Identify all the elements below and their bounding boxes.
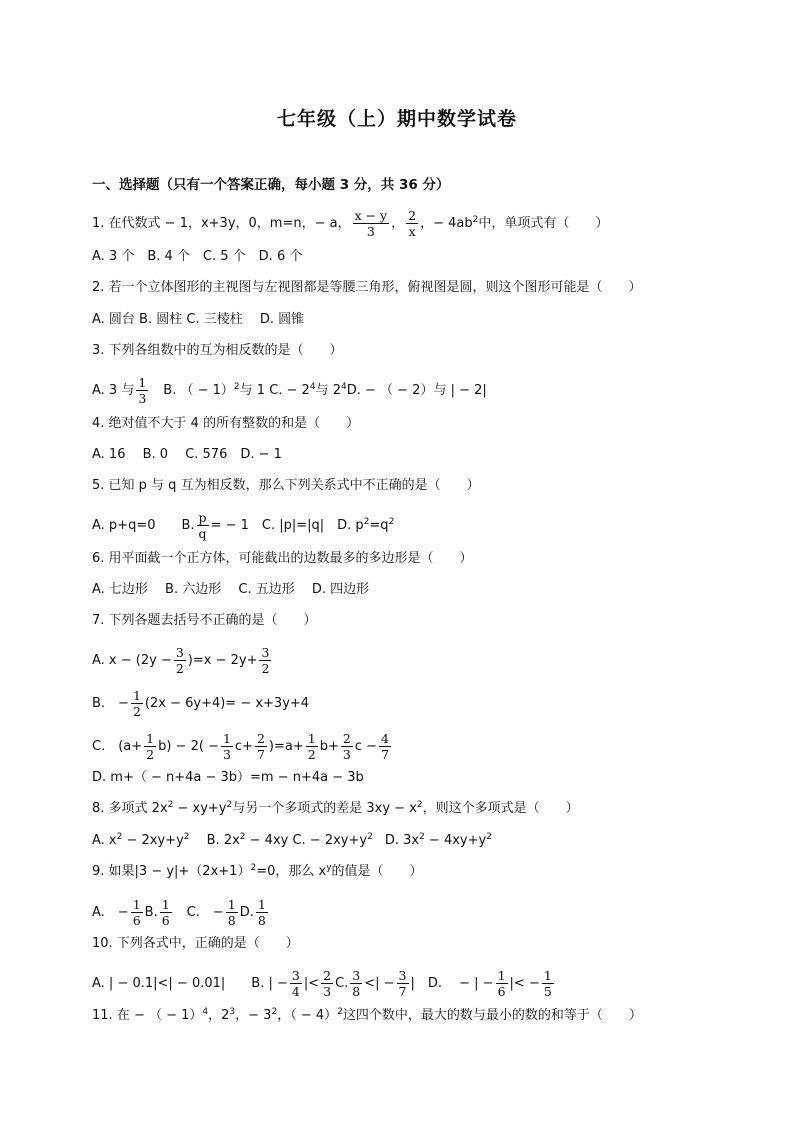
section-heading: 一、选择题（只有一个答案正确，每小题 3 分，共 36 分） xyxy=(92,177,450,193)
question-4-options: A. 16 B. 0 C. 576 D. − 1 xyxy=(92,447,282,462)
question-7-stem: 7. 下列各题去括号不正确的是（ ） xyxy=(92,613,317,628)
question-10-options: A. | − 0.1|<| − 0.01| B. | − $\frac{3}{4}$ |< $\frac{2}{3}$ C. $\frac{3}{8}$ <| − $\frac{3}{7}$ | D. − | − $\frac{1}{6}$ |< − $\frac{1}{5}$ xyxy=(92,968,552,999)
question-8-options: A. $x^2 - 2xy+y^2$ B. $2x^2 - 4xy$ C. − $2xy+y^2$ D. $3x^2 - 4xy+y^2$ xyxy=(92,832,492,848)
fraction: $\frac{3}{2}$ xyxy=(175,645,184,676)
fraction: $\frac{1}{6}$ xyxy=(132,897,141,928)
fraction: $\frac{1}{5}$ xyxy=(543,968,552,999)
fraction: $\frac{2}{7}$ xyxy=(256,731,265,762)
fraction: $\frac{1}{2}$ xyxy=(146,731,155,762)
fraction: $\frac{1}{8}$ xyxy=(227,897,236,928)
question-3-options: A. 3 与 $\frac{1}{3}$ B. （ − 1）$^2$与 1 C. − $2^4$与 $2^4D$. − （ − 2）与 | − 2| xyxy=(92,375,487,406)
page-title: 七年级（上）期中数学试卷 xyxy=(276,108,517,130)
fraction: $\frac{2}{x}$ xyxy=(408,208,417,239)
question-7-option-c: C. (a+ $\frac{1}{2}$ b) − 2( − $\frac{1}{3}$ c+ $\frac{2}{7}$ )=a+ $\frac{1}{2}$ b+ $\frac{2}{3}$ c − $\frac{4}{7}$ xyxy=(92,731,389,762)
question-5-options: A. p+q=0 B. $\frac{p}{q}$ = − 1 C. |p|=|q| D. $p^2=q^2$ xyxy=(92,510,395,541)
fraction: $\frac{1}{2}$ xyxy=(307,731,316,762)
fraction: $\frac{3}{7}$ xyxy=(398,968,407,999)
question-11-stem: 11. 在 − （ − 1）$^4$，$2^3$，− $3^2$，（ − 4）$^2$这四个数中，最大的数与最小的数的和等于（ ） xyxy=(92,1007,642,1023)
question-4-stem: 4. 绝对值不大于 4 的所有整数的和是（ ） xyxy=(92,416,360,431)
fraction: $\frac{x - y}{3}$ xyxy=(354,208,388,239)
fraction: $\frac{3}{4}$ xyxy=(291,968,300,999)
fraction: $\frac{3}{2}$ xyxy=(261,645,270,676)
question-10-stem: 10. 下列各式中，正确的是（ ） xyxy=(92,936,299,951)
fraction: $\frac{1}{6}$ xyxy=(161,897,170,928)
question-2-options: A. 圆台 B. 圆柱 C. 三棱柱 D. 圆锥 xyxy=(92,312,305,327)
question-6-stem: 6. 用平面截一个正方体，可能截出的边数最多的多边形是（ ） xyxy=(92,551,473,566)
fraction: $\frac{4}{7}$ xyxy=(380,731,389,762)
question-1-options: A. 3 个 B. 4 个 C. 5 个 D. 6 个 xyxy=(92,249,303,264)
fraction: $\frac{2}{3}$ xyxy=(342,731,351,762)
question-1-stem: 1. 在代数式 − 1，x+3y，0，m=n，− a， $\frac{x - y}{3}$ ， $\frac{2}{x}$ ，− $4ab^2$中，单项式有（ ） xyxy=(92,208,609,239)
fraction: $\frac{3}{8}$ xyxy=(352,968,361,999)
question-9-options: A. − $\frac{1}{6}$ B. $\frac{1}{6}$ C. − $\frac{1}{8}$ D. $\frac{1}{8}$ xyxy=(92,897,266,928)
question-3-stem: 3. 下列各组数中的互为相反数的是（ ） xyxy=(92,343,343,358)
question-7-option-d: D. m+（ − n+4a − 3b）=m − n+4a − 3b xyxy=(92,770,364,785)
fraction: $\frac{1}{8}$ xyxy=(257,897,266,928)
question-5-stem: 5. 已知 p 与 q 互为相反数，那么下列关系式中不正确的是（ ） xyxy=(92,478,480,493)
fraction: $\frac{1}{3}$ xyxy=(138,375,147,406)
question-9-stem: 9. 如果$|3 - y|+(2x+1)^2=0$，那么 $x^y$的值是（ ） xyxy=(92,863,423,879)
fraction: $\frac{1}{3}$ xyxy=(222,731,231,762)
fraction: $\frac{p}{q}$ xyxy=(198,510,207,541)
fraction: $\frac{1}{2}$ xyxy=(132,688,141,719)
question-7-option-a: A. x − (2y − $\frac{3}{2}$ )=x − 2y+ $\frac{3}{2}$ xyxy=(92,645,270,676)
question-6-options: A. 七边形 B. 六边形 C. 五边形 D. 四边形 xyxy=(92,582,370,597)
fraction: $\frac{2}{3}$ xyxy=(323,968,332,999)
fraction: $\frac{1}{6}$ xyxy=(497,968,506,999)
question-8-stem: 8. 多项式 $2x^2 - xy+y^2$与另一个多项式的差是 $3xy - x^2$，则这个多项式是（ ） xyxy=(92,800,579,816)
question-2-stem: 2. 若一个立体图形的主视图与左视图都是等腰三角形，俯视图是圆，则这个图形可能是（ ） xyxy=(92,280,642,295)
question-7-option-b: B. − $\frac{1}{2}$ (2x − 6y+4)= − x+3y+4 xyxy=(92,688,310,719)
